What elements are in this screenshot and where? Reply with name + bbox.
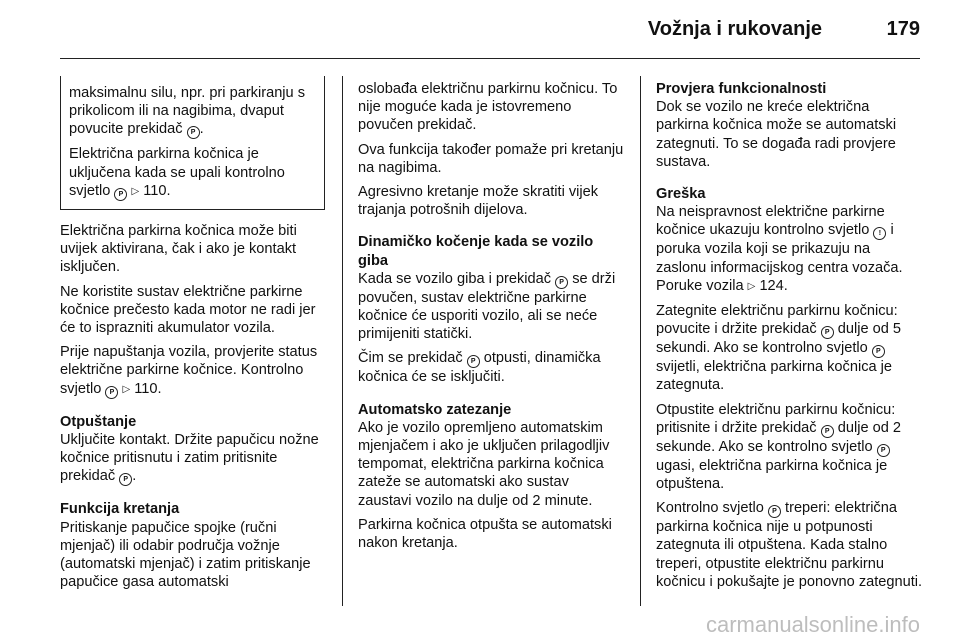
brake-switch-icon: P (119, 473, 132, 486)
parking-brake-lamp-icon: P (114, 188, 127, 201)
column-3 (656, 80, 924, 597)
header-divider (60, 58, 920, 59)
column-2 (358, 80, 624, 558)
para: Ova funkcija također pomaže pri kretanju na nagibima. (358, 141, 624, 176)
section-drive-away (60, 500, 325, 591)
para: Pritiskanje papučice spojke (ručni mjenjač) ili odabir područja vožnje (automatski mjenjač) i zatim pritiskanje papučice gasa automatski (60, 519, 311, 591)
page-ref-arrow-icon: ▷ (131, 185, 140, 197)
section-heading: Funkcija kretanja (60, 501, 180, 518)
note-box (60, 76, 325, 210)
section-heading: Automatsko zatezanje (358, 401, 512, 418)
para: Čim se prekidač P otpusti, dinamička kočnica će se isključiti. (358, 350, 601, 386)
para: Ne koristite sustav električne parkirne kočnice prečesto kada motor ne radi jer će to isprazniti akumulator vozila. (60, 283, 316, 337)
para: oslobađa električnu parkirnu kočnicu. To nije moguće kada je istovremeno povučen prekidač. (358, 81, 618, 134)
brake-switch-icon: P (821, 326, 834, 339)
para: Kada se vozilo giba i prekidač P se drži povučen, sustav električne parkirne kočnice će usporiti vozilo, ali se neće primijeniti statički. (358, 270, 616, 343)
para: Na neispravnost električne parkirne kočnice ukazuju kontrolno svjetlo ! i poruka vozila koji se prikazuju na zaslonu informacijskog centra vozača. Poruke vozila ▷ 124. (656, 204, 903, 294)
brake-switch-icon: P (555, 276, 568, 289)
section-fault (656, 185, 924, 591)
brake-switch-icon: P (187, 126, 200, 139)
page-number: 179 (886, 18, 920, 40)
page-ref-arrow-icon: ▷ (122, 383, 131, 395)
para: Kontrolno svjetlo P treperi: električna parkirna kočnica nije u potpunosti zategnuta ili otpuštena. Kada stalno treperi, otpustite električnu parkirnu kočnicu i pokušajte je ponovno zategnuti. (656, 500, 923, 590)
para: Zategnite električnu parkirnu kočnicu: povucite i držite prekidač P dulje od 5 sekundi. Ako se kontrolno svjetlo P svijetli, električna parkirna kočnica je zategnuta. (656, 303, 902, 394)
column-divider-1 (342, 76, 343, 606)
section-auto-apply (358, 401, 624, 553)
watermark: carmanualsonline.info (705, 612, 920, 637)
para: Prije napuštanja vozila, provjerite status električne parkirne kočnice. Kontrolno svjetlo P ▷ 110. (60, 344, 318, 397)
para: Ako je vozilo opremljeno automatskim mjenjačem i ako je uključen prilagodljiv tempomat, električna parkirna kočnica zateže se automatski ako sustav zaustavi vozilo na dulje od 2 minute. (358, 419, 610, 509)
parking-brake-lamp-icon: P (105, 386, 118, 399)
parking-brake-lamp-icon: P (768, 505, 781, 518)
para: Agresivno kretanje može skratiti vijek trajanja potrošnih dijelova. (358, 184, 599, 219)
section-heading: Provjera funkcionalnosti (656, 81, 827, 97)
page-title: Vožnja i rukovanje (647, 18, 822, 40)
para: Otpustite električnu parkirnu kočnicu: pritisnite i držite prekidač P dulje od 2 sekunde. Ako se kontrolno svjetlo P ugasi, električna parkirna kočnica je otpuštena. (656, 401, 902, 493)
parking-brake-lamp-icon: P (872, 345, 885, 358)
section-heading: Greška (656, 186, 706, 203)
para: Dok se vozilo ne kreće električna parkirna kočnica može se automatski zategnuti. To se događa radi provjere sustava. (656, 99, 897, 170)
para: Električna parkirna kočnica može biti uvijek aktivirana, čak i ako je kontakt isključen. (60, 223, 297, 276)
note-para-1: maksimalnu silu, npr. pri parkiranju s prikolicom ili na nagibima, dvaput povucite prekidač P . (69, 85, 306, 138)
section-heading: Dinamičko kočenje kada se vozilo giba (358, 234, 594, 269)
parking-brake-lamp-icon: P (877, 444, 890, 457)
page-header (60, 18, 920, 50)
para: Parkirna kočnica otpušta se automatski nakon kretanja. (358, 516, 612, 552)
note-para-2: Električna parkirna kočnica je uključena kada se upali kontrolno svjetlo P ▷ 110. (69, 146, 285, 199)
page-ref-arrow-icon: ▷ (747, 280, 756, 292)
column-divider-2 (640, 76, 641, 606)
brake-switch-icon: P (821, 425, 834, 438)
para: Uključite kontakt. Držite papučicu nožne kočnice pritisnutu i zatim pritisnite prekidač P . (60, 432, 319, 485)
section-dynamic-braking (358, 233, 624, 386)
section-release (60, 413, 325, 487)
brake-switch-icon: P (467, 355, 480, 368)
column-1 (60, 76, 325, 597)
brake-fault-lamp-icon: ! (873, 227, 886, 240)
section-heading: Otpuštanje (60, 413, 137, 430)
